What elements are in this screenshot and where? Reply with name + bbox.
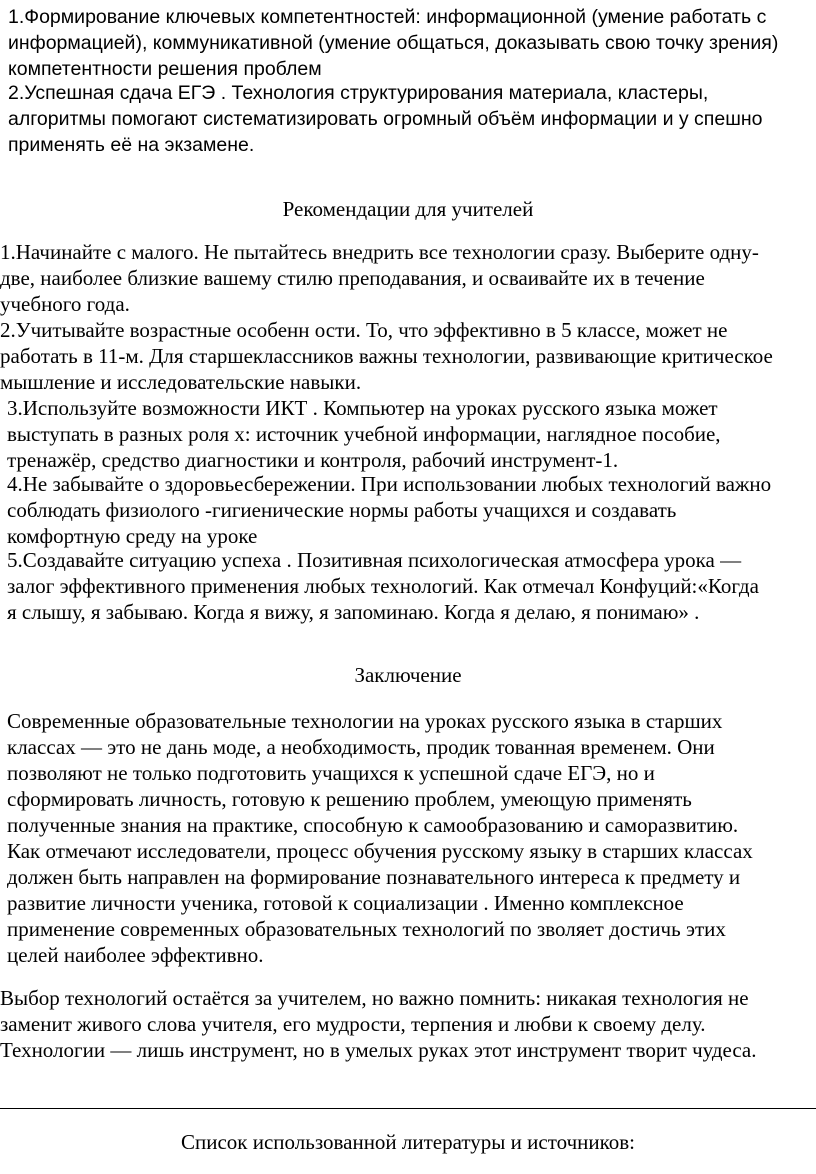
- text-line: 4.Не забывайте о здоровьесбережении. При использовании любых технологий важно: [7, 472, 772, 496]
- text-line: сформировать личность, готовую к решению проблем, умеющую применять: [7, 787, 692, 811]
- text-line: я слышу, я забываю. Когда я вижу, я запоминаю. Когда я делаю, я понимаю» .: [7, 600, 700, 624]
- text-line: 3.Используйте возможности ИКТ . Компьютер на уроках русского языка может: [7, 396, 718, 420]
- text-line: классах — это не дань моде, а необходимость, продик тованная временем. Они: [7, 735, 715, 759]
- conclusion-paragraph-2: [0, 985, 816, 1063]
- text-line: компетентности решения проблем: [8, 58, 322, 80]
- text-line: залог эффективного применения любых технологий. Как отмечал Конфуций:«Когда: [7, 574, 759, 598]
- text-line: Технологии — лишь инструмент, но в умелых руках этот инструмент творит чудеса.: [0, 1038, 757, 1062]
- text-line: целей наиболее эффективно.: [7, 943, 264, 967]
- text-line: 1.Начинайте с малого. Не пытайтесь внедрить все технологии сразу. Выберите одну-: [0, 240, 759, 264]
- conclusion-heading: Заключение: [354, 663, 462, 687]
- text-line: работать в 11-м. Для старшеклассников важны технологии, развивающие критическое: [0, 344, 773, 368]
- text-line: 2.Учитывайте возрастные особенн ости. То, что эффективно в 5 классе, может не: [0, 318, 728, 342]
- text-line: 1.Формирование ключевых компетентностей: информационной (умение работать с: [8, 6, 767, 28]
- text-line: заменит живого слова учителя, его мудрости, терпения и любви к своему делу.: [0, 1012, 706, 1036]
- text-line: применять её на экзамене.: [8, 134, 255, 156]
- text-line: выступать в разных роля х: источник учебной информации, наглядное пособие,: [7, 422, 721, 446]
- intro-item-1: [8, 4, 816, 82]
- text-line: мышление и исследовательские навыки.: [0, 370, 362, 394]
- text-line: алгоритмы помогают систематизировать огромный объём информации и у спешно: [8, 108, 763, 130]
- recommendation-item-3: [7, 395, 816, 473]
- text-line: информацией), коммуникативной (умение общаться, доказывать свою точку зрения): [8, 32, 779, 54]
- text-line: соблюдать физиолого -гигиенические нормы работы учащихся и создавать: [7, 498, 677, 522]
- text-line: Современные образовательные технологии на уроках русского языка в старших: [7, 709, 723, 733]
- text-line: должен быть направлен на формирование познавательного интереса к предмету и: [7, 865, 741, 889]
- recommendation-item-5: [7, 547, 816, 625]
- recommendation-item-4: [7, 471, 816, 549]
- intro-item-2: [8, 80, 816, 158]
- recommendation-item-1: [0, 239, 816, 317]
- section-divider: [0, 1108, 816, 1109]
- text-line: применение современных образовательных технологий по зволяет достичь этих: [7, 917, 726, 941]
- text-line: Выбор технологий остаётся за учителем, но важно помнить: никакая технология не: [0, 986, 749, 1010]
- text-line: позволяют не только подготовить учащихся к успешной сдаче ЕГЭ, но и: [7, 761, 655, 785]
- text-line: полученные знания на практике, способную к самообразованию и саморазвитию.: [7, 813, 739, 837]
- text-line: развитие личности ученика, готовой к социализации . Именно комплексное: [7, 891, 684, 915]
- text-line: 2.Успешная сдача ЕГЭ . Технология структурирования материала, кластеры,: [8, 82, 709, 104]
- text-line: две, наиболее близкие вашему стилю преподавания, и осваивайте их в течение: [0, 266, 705, 290]
- text-line: тренажёр, средство диагностики и контроля, рабочий инструмент-1.: [7, 448, 619, 472]
- text-line: Как отмечают исследователи, процесс обучения русскому языку в старших классах: [7, 839, 753, 863]
- conclusion-paragraph-1: [7, 708, 816, 968]
- text-line: комфортную среду на уроке: [7, 524, 258, 548]
- recommendations-heading: Рекомендации для учителей: [282, 197, 534, 221]
- text-line: учебного года.: [0, 292, 130, 316]
- recommendation-item-2: [0, 317, 816, 395]
- references-heading: Список использованной литературы и источников:: [180, 1130, 635, 1154]
- text-line: 5.Создавайте ситуацию успеха . Позитивная психологическая атмосфера урока —: [7, 548, 742, 572]
